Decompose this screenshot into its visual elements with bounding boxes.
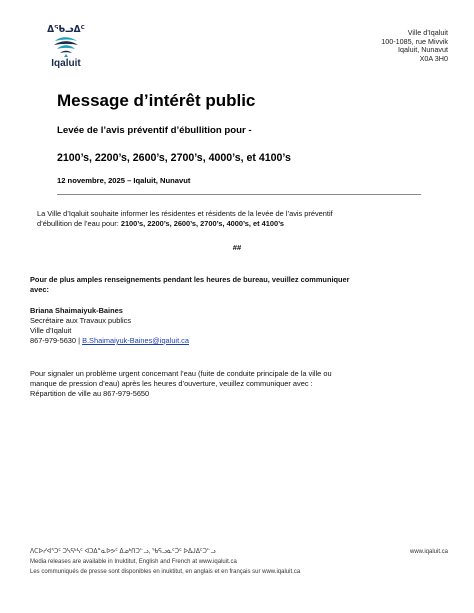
contact-phone: 867-979-5630 | bbox=[30, 336, 83, 345]
notice-subtitle: Levée de l’avis préventif d’ébullition pour - bbox=[57, 125, 252, 136]
contact-phone-email bbox=[30, 336, 440, 346]
dateline: 12 novembre, 2025 – Iqaluit, Nunavut bbox=[57, 176, 191, 185]
intro-line bbox=[37, 219, 437, 229]
affected-zones: 2100’s, 2200’s, 2600’s, 2700’s, 4000’s, et 4100’s bbox=[57, 152, 291, 164]
emergency-paragraph bbox=[30, 369, 440, 399]
footer-syllabics-row bbox=[30, 547, 448, 557]
page-title: Message d’intérêt public bbox=[57, 91, 256, 110]
logo-syllabics: ᐃᖃᓗᐃᑦ bbox=[47, 24, 85, 34]
footer bbox=[30, 547, 450, 577]
emergency-line: Répartition de ville au 867-979-5650 bbox=[30, 389, 150, 398]
city-logo bbox=[44, 24, 88, 82]
intro-paragraph bbox=[37, 209, 437, 229]
logo-emblem-icon bbox=[51, 35, 81, 59]
address-line: Iqaluit, Nunavut bbox=[398, 45, 448, 55]
footer-english: Media releases are available in Inuktitut, English and French at www.iqaluit.ca bbox=[30, 559, 237, 565]
contact-name: Briana Shaimaiyuk-Baines bbox=[30, 306, 123, 315]
contact-org: Ville d’Iqaluit bbox=[30, 326, 72, 335]
emergency-line: manque de pression d’eau) après les heures d’ouverture, veuillez communiquer avec : bbox=[30, 379, 313, 388]
end-separator: ## bbox=[232, 243, 242, 252]
divider bbox=[57, 194, 421, 195]
contact-role: Secrétaire aux Travaux publics bbox=[30, 316, 132, 325]
intro-line-prefix: d’ébullition de l’eau pour: bbox=[37, 219, 121, 228]
emergency-line: Pour signaler un problème urgent concernant l’eau (fuite de conduite principale de la ville ou bbox=[30, 369, 332, 378]
footer-syllabics: ᐱᑕᐅᓯᐊᕐᑐᑦ ᑐᓴᕋᒃᓴᑦ ᐊᑐᐃᓐᓇᐅᕗᑦ ᐃᓄᒃᑎᑐᓪᓗ, ᖃᕋᓗᓈᑦᑐᑦ ᐅᐃᒍᐃᑦᑐᓪᓗ bbox=[30, 549, 216, 555]
intro-zones: 2100’s, 2200’s, 2600’s, 2700’s, 4000’s, et 4100’s bbox=[120, 219, 284, 228]
intro-line: La Ville d’Iqaluit souhaite informer les résidentes et résidents de la levée de l’avis préventif bbox=[37, 209, 333, 218]
contact-intro-line: avec: bbox=[30, 285, 49, 294]
contact-intro bbox=[30, 275, 440, 295]
address-line: X0A 3H0 bbox=[419, 53, 448, 63]
footer-french: Les communiqués de presse sont disponibles en inuktitut, en anglais et en français sur www.iqaluit.ca bbox=[30, 569, 301, 575]
address-line: Ville d’Iqaluit bbox=[407, 28, 448, 37]
contact-block bbox=[30, 306, 440, 346]
logo-wordmark: Iqaluit bbox=[51, 58, 81, 69]
footer-url[interactable]: www.iqaluit.ca bbox=[409, 549, 448, 555]
contact-email-link[interactable]: B.Shaimaiyuk-Baines@iqaluit.ca bbox=[82, 336, 189, 345]
address-line: 100-1085, rue Mivvik bbox=[381, 36, 448, 46]
contact-intro-line: Pour de plus amples renseignements pendant les heures de bureau, veuillez communiquer bbox=[30, 275, 350, 284]
city-address bbox=[381, 29, 448, 63]
